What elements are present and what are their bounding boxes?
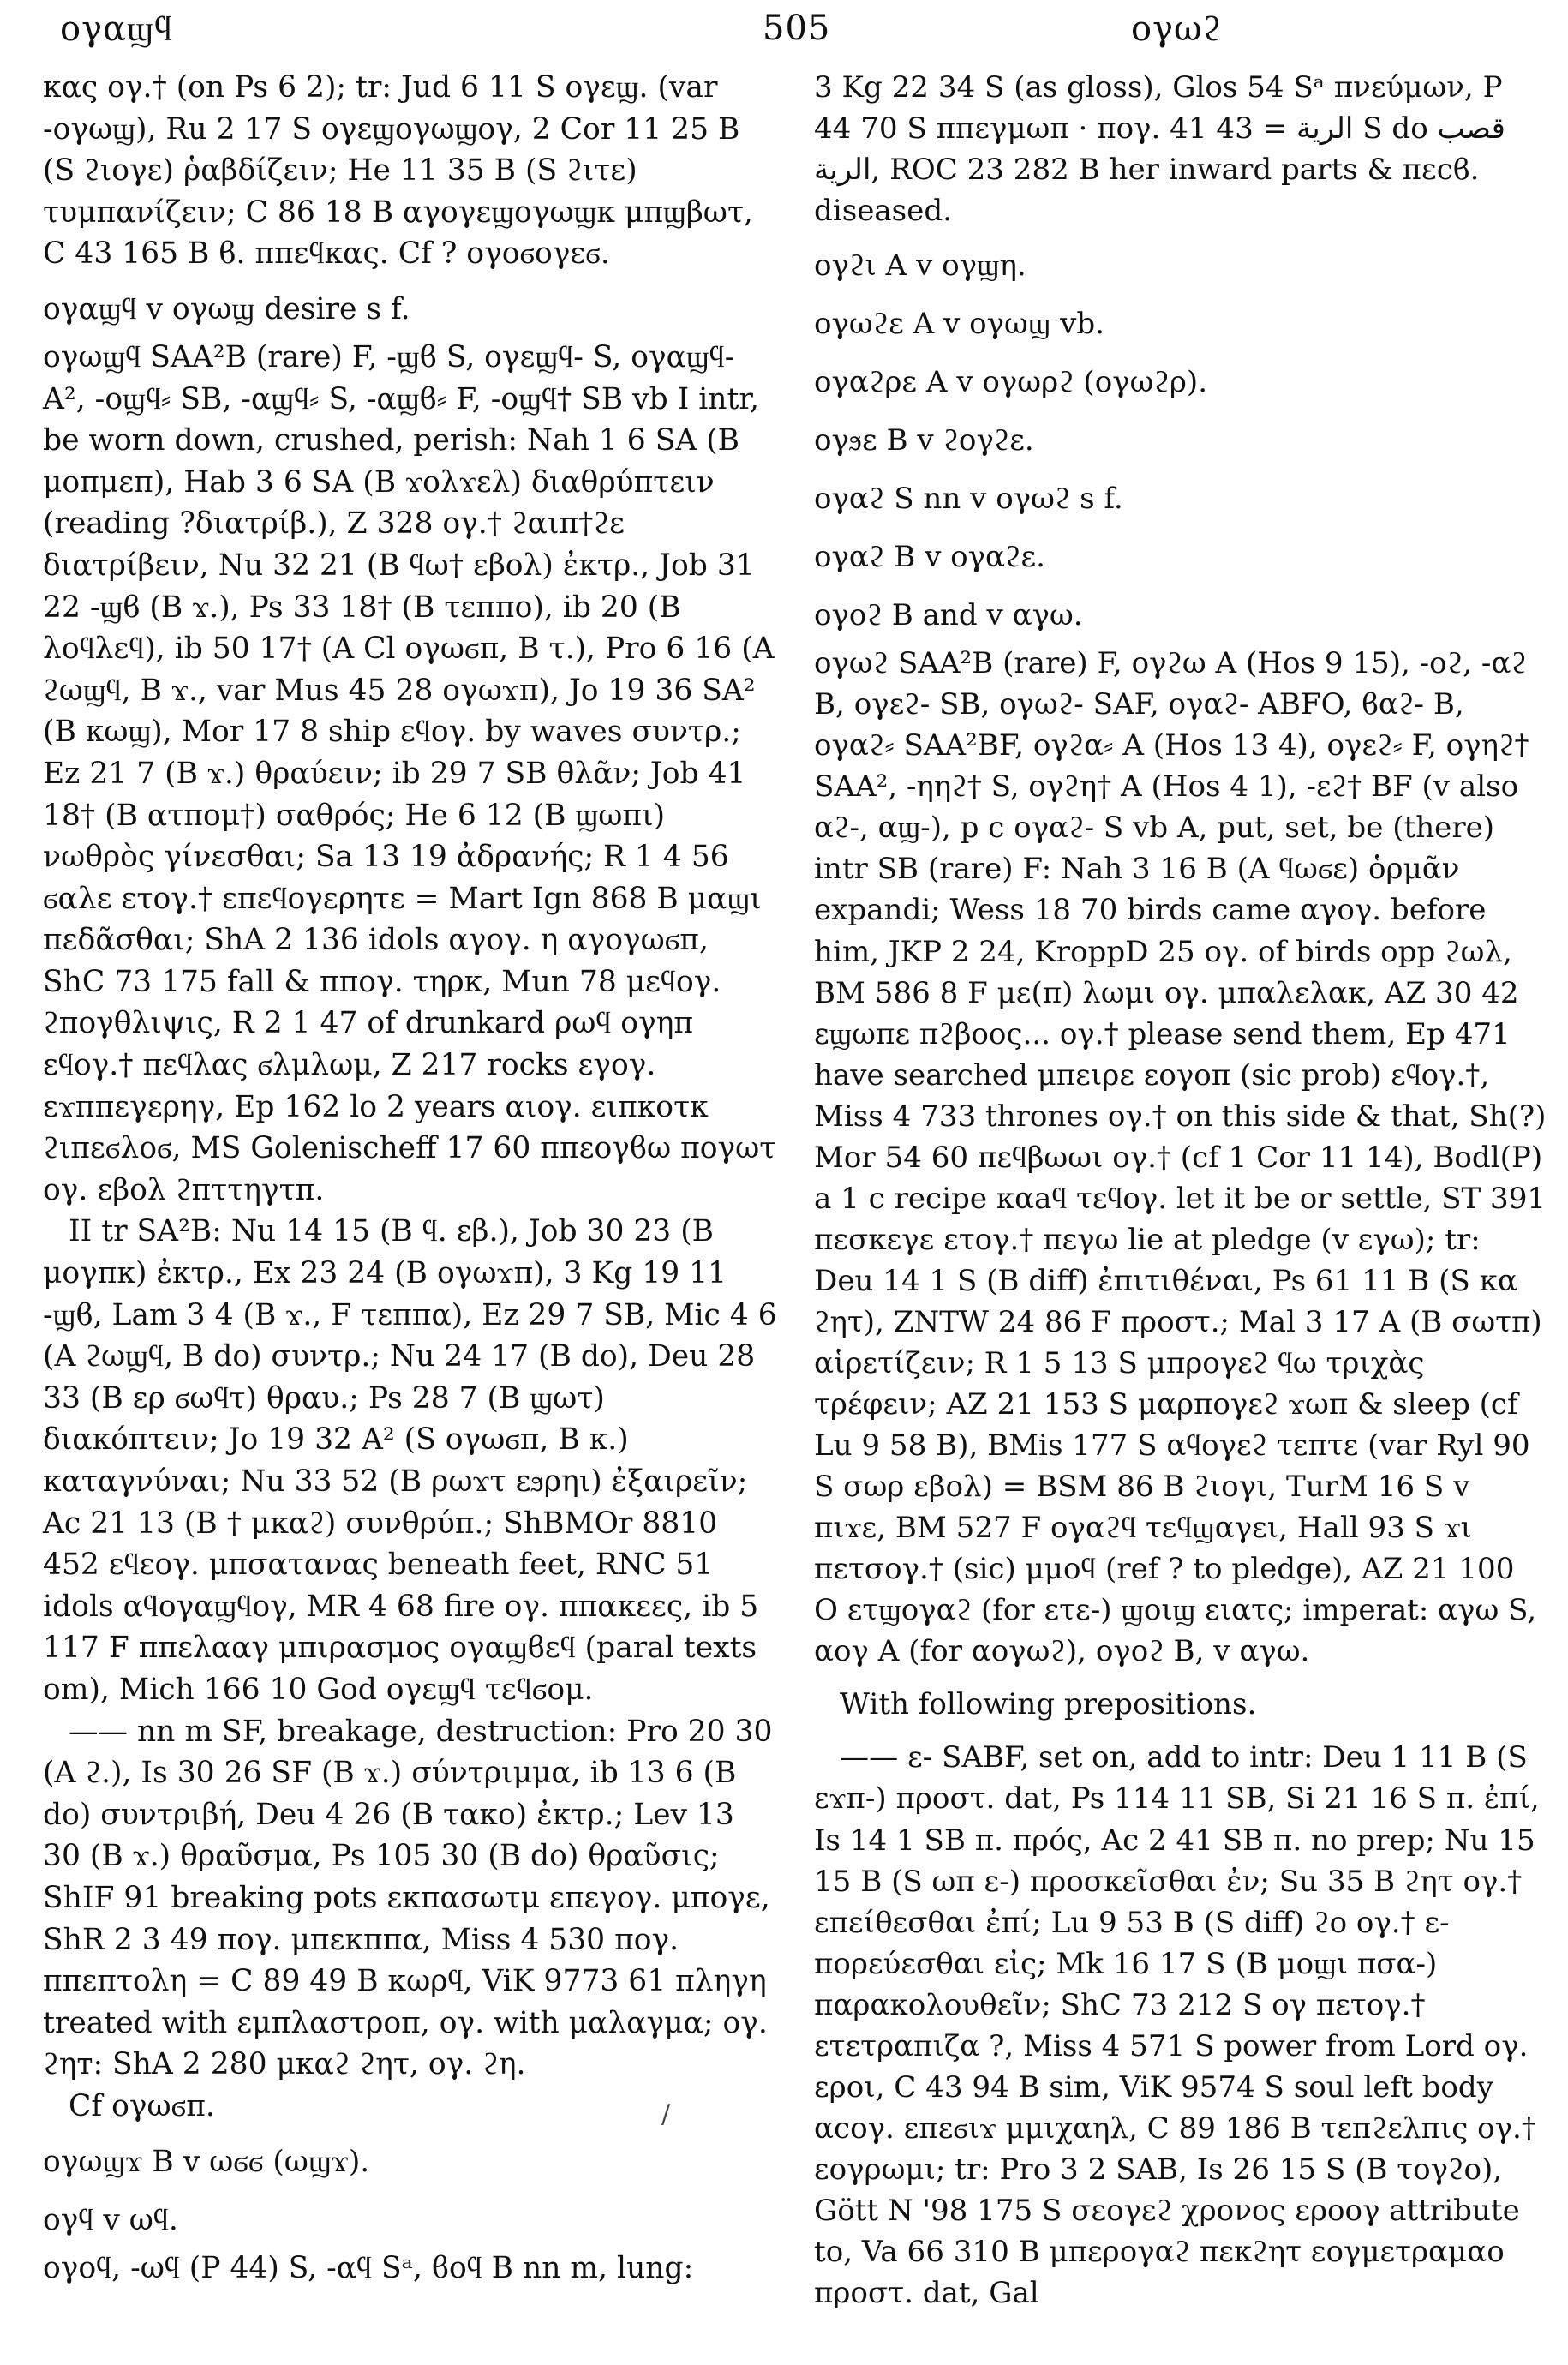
entry-cross-reference: ογοϩ B and v αγω. bbox=[814, 598, 1083, 633]
entry-cross-reference: ογαϩ S nn v ογωϩ s f. bbox=[814, 482, 1123, 517]
entry-cross-reference: ογαϣϥ v ογωϣ desire s f. bbox=[43, 291, 410, 326]
page-number: 505 bbox=[763, 9, 831, 48]
entry-continuation: 3 Kg 22 34 S (as gloss), Glos 54 Sᵃ πνεύμων, P 44 70 S ππεγμωπ · πογ. الرية = 43 41 S do قصب الرية, ROC 23 282 B her inward parts & πεсϐ. diseased. bbox=[814, 70, 1505, 229]
entry-cross-reference: ογωϣϫ B v ωϭϭ (ωϣϫ). bbox=[43, 2144, 370, 2179]
stray-mark: / bbox=[661, 2099, 671, 2129]
entry-compare: Cf ογωϭπ. bbox=[69, 2088, 215, 2123]
entry-cross-reference: ογωϩε A v ογωϣ vb. bbox=[814, 307, 1105, 342]
right-column bbox=[814, 67, 1547, 2314]
entry-main: ογοϥ, -ωϥ (P 44) S, -αϥ Sᵃ, ϐοϥ B nn m, lung: bbox=[43, 2250, 694, 2285]
entry-noun-sense: —— nn m SF, breakage, destruction: Pro 20 30 (A ϩ.), Is 30 26 SF (B ϫ.) σύντριμμα, ib 13 6 (B do) συντριβή, Deu 4 26 (B τακο) ἐκτρ.; Lev 13 30 (B ϫ.) θραῦσμα, Ps 105 30 (B do) θραῦσις; ShIF 91 breaking pots εκπασωτμ επεγογ. μπογε, ShR 2 3 49 πογ. μπεκππα, Miss 4 530 πογ. ππεπτολη = C 89 49 B κωρϥ, ViK 9773 61 πληγη treated with εμπλαστροπ, ογ. with μαλαγμα; ογ. ϩηт: ShA 2 280 μκαϩ ϩητ, ογ. ϩη. bbox=[43, 1714, 773, 2082]
page-header bbox=[0, 9, 1568, 60]
entry-cross-reference: ογϧε B v ϩογϩε. bbox=[814, 423, 1034, 458]
entry-subsense: II tr SA²B: Nu 14 15 (B ϥ. εβ.), Job 30 23 (B μογπκ) ἐκτρ., Ex 23 24 (B ογωϫπ), 3 Kg 19 11 -ϣϐ, Lam 3 4 (B ϫ., F τεππα), Ez 29 7 SB, Mic 4 6 (A ϩωϣϥ, B do) συντρ.; Nu 24 17 (B do), Deu 28 33 (B ερ ϭωϥτ) θραυ.; Ps 28 7 (B ϣωτ) διακόπτειν; Jo 19 32 A² (S ογωϭπ, B κ.) καταγνύναι; Nu 33 52 (B ρωϫτ εϧρηι) ἐξαιρεῖν; Ac 21 13 (B † μκαϩ) συνθρύπ.; ShBMOr 8810 452 εϥεογ. μπσατανας beneath feet, RNC 51 idols αϥογαϣϥογ, MR 4 68 fire ογ. ππακεες, ib 5 117 F ππελααγ μπιρασμος ογαϣϐεϥ (paral texts om), Mich 166 10 God ογεϣϥ τεϥϭομ. bbox=[43, 1214, 777, 1707]
entry-cross-reference: ογϩι A v ογϣη. bbox=[814, 248, 1026, 284]
left-running-headword: ογαϣϥ bbox=[60, 9, 173, 49]
entry-cross-reference: ογαϩ B v ογαϩε. bbox=[814, 540, 1046, 575]
entry-subsense: —— ε- SABF, set on, add to intr: Deu 1 11 B (S εϫπ-) προστ. dat, Ps 114 11 SB, Si 21 16 S π. ἐπί, Is 14 1 SB π. πρός, Ac 2 41 SB π. no prep; Nu 15 15 B (S ωπ ε-) προσκεῖσθαι ἐν; Su 35 B ϩητ ογ.† επείθεσθαι ἐπί; Lu 9 53 B (S diff) ϩο ογ.† ε- πορεύεσθαι εἰς; Mk 16 17 S (B μοϣι πσα-) παρακολουθεῖν; ShC 73 212 S ογ πετογ.† ετετραπιζα ?, Miss 4 571 S power from Lord ογ. εροι, C 43 94 B sim, ViK 9574 S soul left body αсογ. επεϭιϫ μμιχαηλ, C 89 186 B τεпϩελπις ογ.† εογρωμι; tr: Pro 3 2 SAB, Is 26 15 S (B τογϩο), Gött N '98 175 S σεογεϩ χρονος εροογ attribute to, Va 66 310 B μπερογαϩ πεκϩητ εογμετραμαο προστ. dat, Gal bbox=[814, 1740, 1540, 2311]
entry-cross-reference: ογϥ v ωϥ. bbox=[43, 2202, 178, 2237]
entry-main: ογωϣϥ SAA²B (rare) F, -ϣϐ S, ογεϣϥ- S, ογαϣϥ- A², -οϣϥ⸗ SB, -αϣϥ⸗ S, -αϣϐ⸗ F, -οϣϥ† SB vb I intr, be worn down, crushed, perish: Nah 1 6 SA (B μοπμεπ), Hab 3 6 SA (B ϫολϫελ) διαθρύπτειν (reading ?διατρίβ.), Z 328 ογ.† ϩαιπ†ϩε διατρίβειν, Nu 32 21 (B ϥω† εβολ) ἐκτρ., Job 31 22 -ϣϐ (B ϫ.), Ps 33 18† (B τεππο), ib 20 (B λοϥλεϥ), ib 50 17† (A Cl ογωϭπ, B τ.), Pro 6 16 (A ϩωϣϥ, B ϫ., var Mus 45 28 ογωϫπ), Jo 19 36 SA² (B κωϣ), Mor 17 8 ship εϥογ. by waves συντρ.; Ez 21 7 (B ϫ.) θραύειν; ib 29 7 SB θλᾶν; Job 41 18† (B ατπομ†) σαθρός; He 6 12 (B ϣωπι) νωθρὸς γίνεσθαι; Sa 13 19 ἀδρανής; R 1 4 56 ϭαλε ετογ.† επεϥογερητε = Mart Ign 868 B μαϣι πεδᾶσθαι; ShA 2 136 idols αγογ. η αγογωϭπ, ShC 73 175 fall & ππογ. τηρκ, Mun 78 μεϥογ. ϩπογθλιψις, R 2 1 47 of drunkard ρωϥ ογηπ εϥογ.† πεϥλας ϭλμλωμ, Z 217 rocks εγογ. εϫππεγερηγ, Ep 162 lo 2 years αιογ. ειπκοτκ ϩιπεϭλοϭ, MS Golenischeff 17 60 ππεογϐω πογωτ ογ. εβολ ϩπττηγτπ. bbox=[43, 339, 776, 1207]
entry-cross-reference: ογαϩρε A v ογωρϩ (ογωϩρ). bbox=[814, 365, 1208, 400]
left-column bbox=[43, 67, 778, 2289]
entry-continuation: κας ογ.† (on Ps 6 2); tr: Jud 6 11 S ογεϣ. (var -ογωϣ), Ru 2 17 S ογεϣογωϣογ, 2 Cor 11 25 B (S ϩιογε) ῥαβδίζειν; He 11 35 B (S ϩιτε) τυμπανίζειν; C 86 18 B αγογεϣογωϣκ μπϣβωτ, C 43 165 B ϐ. ππεϥκας. Cf ? ογοϭογεϭ. bbox=[43, 70, 753, 272]
right-running-headword: ογωϩ bbox=[1131, 9, 1223, 49]
section-heading: With following prepositions. bbox=[840, 1687, 1257, 1722]
entry-main: ογωϩ SAA²B (rare) F, ογϩω A (Hos 9 15), -οϩ, -αϩ B, ογεϩ- SB, ογωϩ- SAF, ογαϩ- ABFO, ϐαϩ- B, ογαϩ⸗ SAA²BF, ογϩα⸗ A (Hos 13 4), ογεϩ⸗ F, ογηϩ† SAA², -ηηϩ† S, ογϩη† A (Hos 4 1), -εϩ† BF (v also αϩ-, αϣ-), p c ογαϩ- S vb A, put, set, be (there) intr SB (rare) F: Nah 3 16 B (A ϥωϭε) ὁρμᾶν expandi; Wess 18 70 birds came αγογ. before him, JKP 2 24, KroppD 25 ογ. of birds opp ϩωλ, BM 586 8 F με(π) λωμι ογ. μπαλελακ, AZ 30 42 εϣωπε πϩβοος... ογ.† please send them, Ep 471 have searched μπειρε εογοπ (sic prob) εϥογ.†, Miss 4 733 thrones ογ.† on this side & that, Sh(?) Mor 54 60 πεϥβωωι ογ.† (cf 1 Cor 11 14), Bodl(P) a 1 c recipe καаϥ τεϥογ. let it be or settle, ST 391 πεσκεγε ετογ.† πεγω lie at pledge (v εγω); tr: Deu 14 1 S (B diff) ἐπιτιθέναι, Ps 61 11 B (S κα ϩητ), ZNTW 24 86 F προστ.; Mal 3 17 A (B σωτπ) αἱρετίζειν; R 1 5 13 S μπρογεϩ ϥω τριχὰς τρέφειν; AZ 21 153 S μαρπογεϩ ϫωπ & sleep (cf Lu 9 58 B), BMis 177 S αϥογεϩ τεπτε (var Ryl 90 S σωρ εβολ) = BSM 86 B ϩιογι, TurM 16 S v πιϫε, BM 527 F ογαϩϥ τεϥϣαγει, Hall 93 S ϫι πετσογ.† (sic) μμοϥ (ref ? to pledge), AZ 21 100 O ετϣογαϩ (for ετε-) ϣοιϣ ειατς; imperat: αγω S, αογ A (for αογωϩ), ογοϩ B, v αγω. bbox=[814, 646, 1547, 1669]
